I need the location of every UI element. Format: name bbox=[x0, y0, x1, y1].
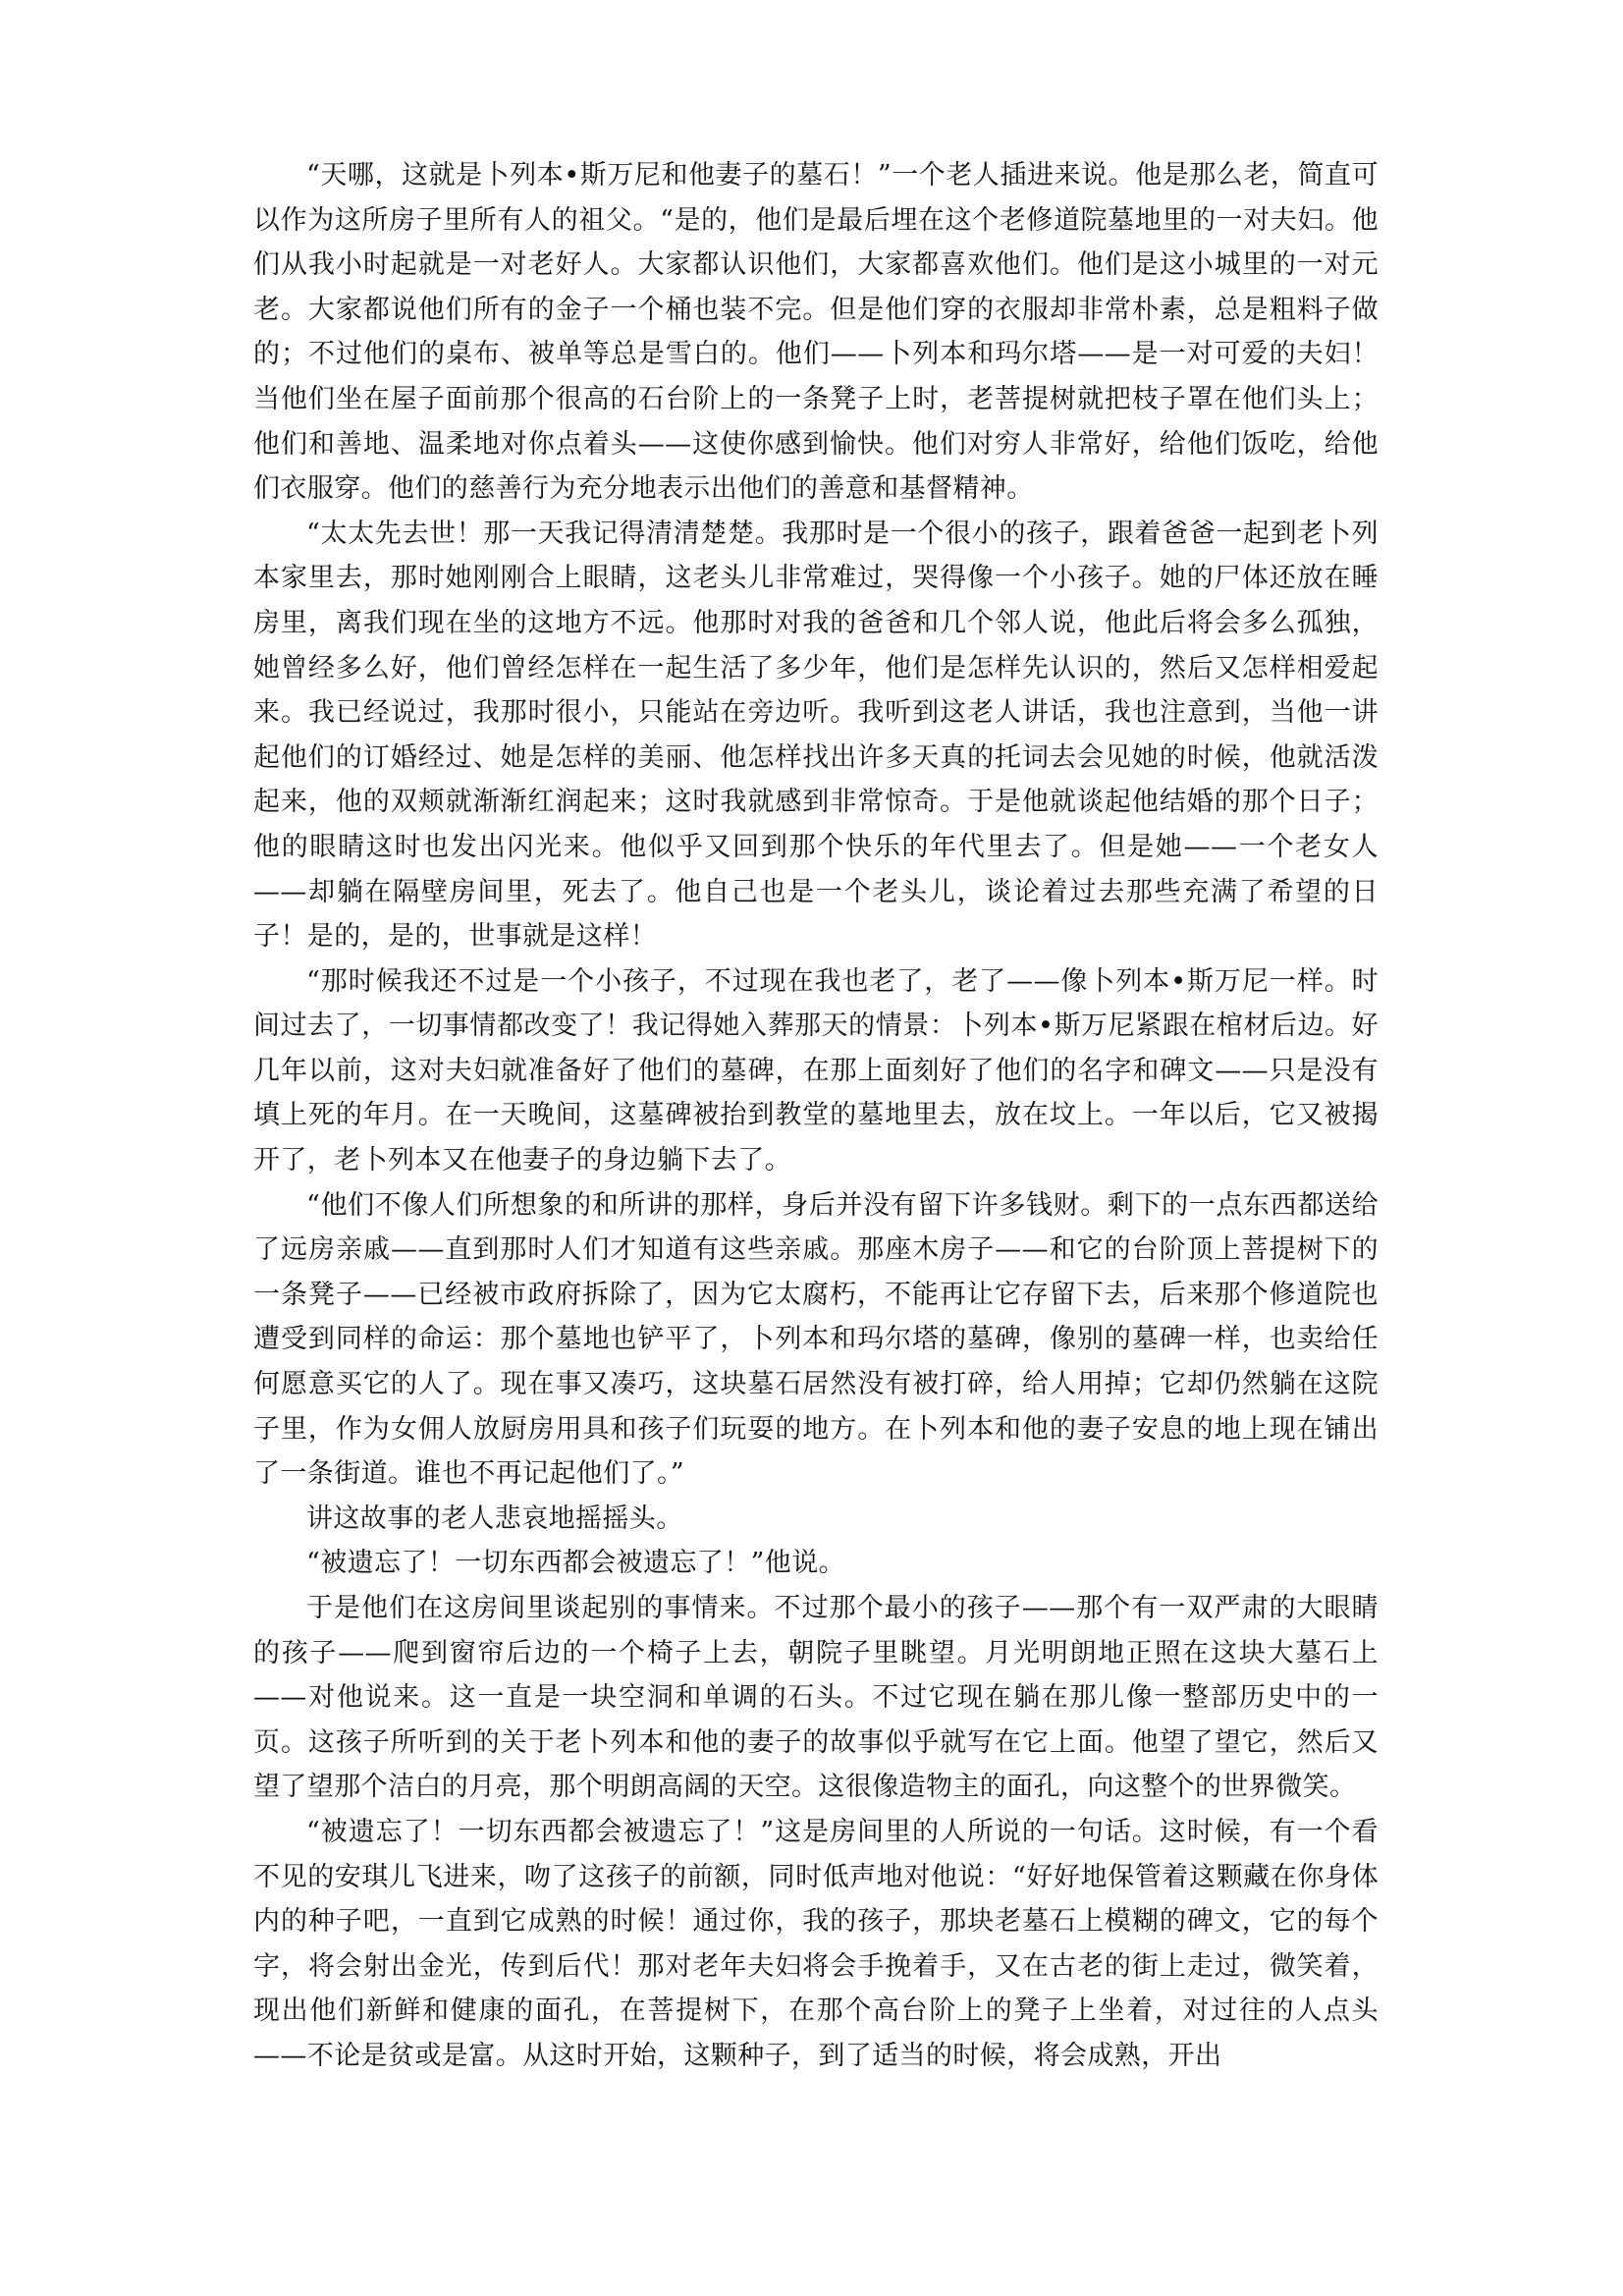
paragraph: “被遗忘了！一切东西都会被遗忘了！”他说。 bbox=[306, 1548, 846, 1579]
paragraph: “天哪，这就是卜列本•斯万尼和他妻子的墓石！”一个老人插进来说。他是那么老，简直可以作为这所房子里所有人的祖父。“是的，他们是最后埋在这个老修道院墓地里的一对夫妇。他们从我小时起就是一对老好人。大家都认识他们，大家都喜欢他们。他们是这小城里的一对元老。大家都说他们所有的金子一个桶也装不完。但是他们穿的衣服却非常朴素，总是粗料子做的；不过他们的桌布、被单等总是雪白的。他们——卜列本和玛尔塔——是一对可爱的夫妇！当他们坐在屋子面前那个很高的石台阶上的一条凳子上时，老菩提树就把枝子罩在他们头上；他们和善地、温柔地对你点着头——这使你感到愉快。他们对穷人非常好，给他们饭吃，给他们衣服穿。他们的慈善行为充分地表示出他们的善意和基督精神。 bbox=[253, 160, 1379, 505]
paragraph: “太太先去世！那一天我记得清清楚楚。我那时是一个很小的孩子，跟着爸爸一起到老卜列本家里去，那时她刚刚合上眼睛，这老头儿非常难过，哭得像一个小孩子。她的尸体还放在睡房里，离我们现在坐的这地方不远。他那时对我的爸爸和几个邻人说，他此后将会多么孤独，她曾经多么好，他们曾经怎样在一起生活了多少年，他们是怎样先认识的，然后又怎样相爱起来。我已经说过，我那时很小，只能站在旁边听。我听到这老人讲话，我也注意到，当他一讲起他们的订婚经过、她是怎样的美丽、他怎样找出许多天真的托词去会见她的时候，他就活泼起来，他的双颊就渐渐红润起来；这时我就感到非常惊奇。于是他就谈起他结婚的那个日子；他的眼睛这时也发出闪光来。他似乎又回到那个快乐的年代里去了。但是她——一个老女人——却躺在隔壁房间里，死去了。他自己也是一个老头儿，谈论着过去那些充满了希望的日子！是的，是的，世事就是这样！ bbox=[253, 518, 1379, 953]
paragraph: “被遗忘了！一切东西都会被遗忘了！”这是房间里的人所说的一句话。这时候，有一个看不见的安琪儿飞进来，吻了这孩子的前额，同时低声地对他说：“好好地保管着这颗藏在你身体内的种子吧，一直到它成熟的时候！通过你，我的孩子，那块老墓石上模糊的碑文，它的每个字，将会射出金光，传到后代！那对老年夫妇将会手挽着手，又在古老的街上走过，微笑着，现出他们新鲜和健康的面孔，在菩提树下，在那个高台阶上的凳子上坐着，对过往的人点头——不论是贫或是富。从这时开始，这颗种子，到了适当的时候，将会成熟，开出 bbox=[253, 1816, 1379, 2071]
paragraph: “那时候我还不过是一个小孩子，不过现在我也老了，老了——像卜列本•斯万尼一样。时间过去了，一切事情都改变了！我记得她入葬那天的情景：卜列本•斯万尼紧跟在棺材后边。好几年以前，这对夫妇就准备好了他们的墓碑，在那上面刻好了他们的名字和碑文——只是没有填上死的年月。在一天晚间，这墓碑被抬到教堂的墓地里去，放在坟上。一年以后，它又被揭开了，老卜列本又在他妻子的身边躺下去了。 bbox=[253, 965, 1379, 1176]
body-text bbox=[253, 153, 1379, 2079]
paragraph: 讲这故事的老人悲哀地摇摇头。 bbox=[306, 1503, 683, 1534]
paragraph: 于是他们在这房间里谈起别的事情来。不过那个最小的孩子——那个有一双严肃的大眼睛的孩子——爬到窗帘后边的一个椅子上去，朝院子里眺望。月光明朗地正照在这块大墓石上——对他说来。这一直是一块空洞和单调的石头。不过它现在躺在那儿像一整部历史中的一页。这孩子所听到的关于老卜列本和他的妻子的故事似乎就写在它上面。他望了望它，然后又望了望那个洁白的月亮，那个明朗高阔的天空。这很像造物主的面孔，向这整个的世界微笑。 bbox=[253, 1593, 1379, 1803]
paragraph: “他们不像人们所想象的和所讲的那样，身后并没有留下许多钱财。剩下的一点东西都送给了远房亲戚——直到那时人们才知道有这些亲戚。那座木房子——和它的台阶顶上菩提树下的一条凳子——已经被市政府拆除了，因为它太腐朽，不能再让它存留下去，后来那个修道院也遭受到同样的命运：那个墓地也铲平了，卜列本和玛尔塔的墓碑，像别的墓碑一样，也卖给任何愿意买它的人了。现在事又凑巧，这块墓石居然没有被打碎，给人用掉；它却仍然躺在这院子里，作为女佣人放厨房用具和孩子们玩耍的地方。在卜列本和他的妻子安息的地上现在铺出了一条街道。谁也不再记起他们了。” bbox=[253, 1189, 1379, 1490]
